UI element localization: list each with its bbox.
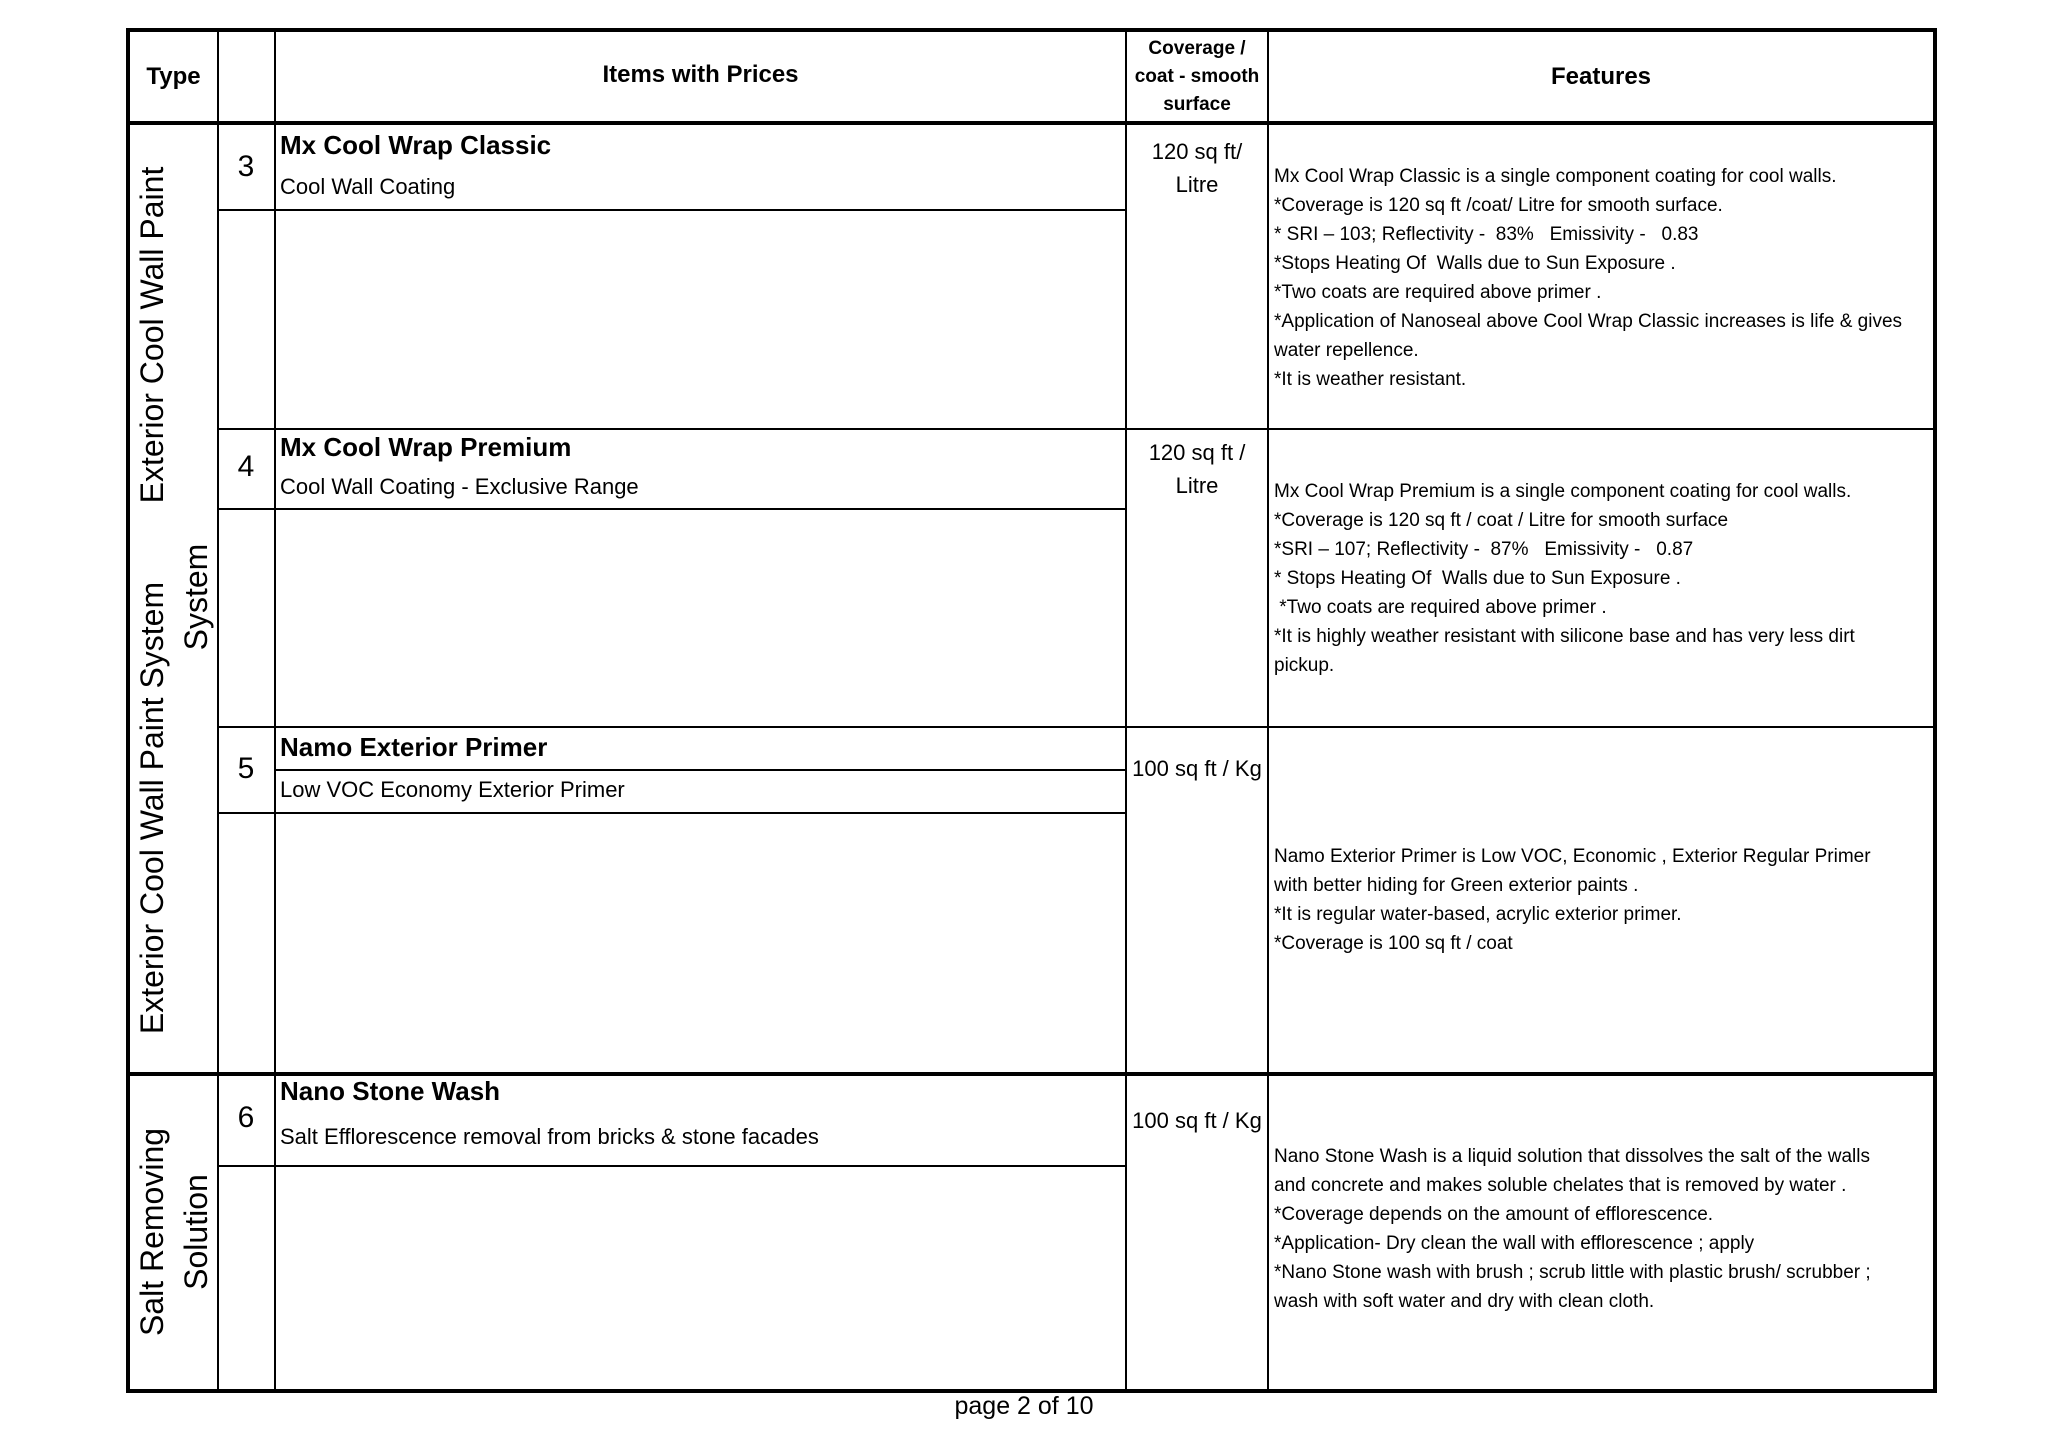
product-number: 5 <box>237 752 255 785</box>
col-divider-number <box>274 28 276 1393</box>
header-features: Features <box>1550 62 1652 90</box>
product-features: Nano Stone Wash is a liquid solution that dissolves the salt of the walls and concrete and makes soluble chelates that is removed by water . *Coverage depends on the amount of efflorescence. *Application- Dry clean the wall with efflorescence ; apply *Nano Stone wash with brush ; scrub little with plastic brush/ scrubber ; wash with soft water and dry with clean cloth. <box>1274 1146 1871 1312</box>
product-description: Cool Wall Coating <box>280 174 456 199</box>
product-description: Cool Wall Coating - Exclusive Range <box>280 474 639 499</box>
product-name: Mx Cool Wrap Premium <box>280 432 572 462</box>
product-name: Mx Cool Wrap Classic <box>280 130 552 160</box>
product-name: Nano Stone Wash <box>280 1076 501 1106</box>
product-features: Mx Cool Wrap Classic is a single component coating for cool walls. *Coverage is 120 sq ft /coat/ Litre for smooth surface. * SRI – 103; Reflectivity - 83% Emissivity - 0.83 *Stops Heating Of Walls due to Sun Exposure . *Two coats are required above primer . *Application of Nanoseal above Cool Wrap Classic increases is life & gives water repellence. *It is weather resistant. <box>1274 166 1903 390</box>
header-items-with-prices: Items with Prices <box>602 61 799 88</box>
product-coverage: 100 sq ft / Kg <box>1132 1108 1262 1133</box>
row-divider-5 <box>217 726 1937 728</box>
type-label-inner-bottom: System <box>178 543 214 651</box>
col-divider-coverage <box>1267 28 1269 1393</box>
product-description: Low VOC Economy Exterior Primer <box>280 777 625 802</box>
item-sub-divider-6 <box>217 1165 1127 1167</box>
product-coverage: 120 sq ft / Litre <box>1148 440 1246 498</box>
product-name: Namo Exterior Primer <box>280 732 548 762</box>
product-coverage: 100 sq ft / Kg <box>1132 756 1262 781</box>
row-divider-4 <box>217 428 1937 430</box>
product-number: 6 <box>237 1101 255 1134</box>
item-sub-divider-5a <box>274 769 1127 771</box>
product-coverage: 120 sq ft/ Litre <box>1151 139 1243 197</box>
header-divider <box>126 121 1937 125</box>
item-sub-divider-5b <box>217 812 1127 814</box>
col-divider-items <box>1125 28 1127 1393</box>
item-sub-divider-4 <box>217 508 1127 510</box>
product-number: 4 <box>237 450 255 483</box>
type-label-salt-removing: Salt Removing Solution <box>134 1127 214 1337</box>
product-features: Namo Exterior Primer is Low VOC, Economic , Exterior Regular Primer with better hiding for Green exterior paints . *It is regular water-based, acrylic exterior primer. *Coverage is 100 sq ft / coat <box>1274 846 1871 954</box>
product-number: 3 <box>237 150 255 183</box>
product-description: Salt Efflorescence removal from bricks & stone facades <box>280 1124 819 1149</box>
header-type: Type <box>146 62 201 90</box>
type-label-inner-top: Exterior Cool Wall Paint <box>134 166 170 504</box>
page-number: page 2 of 10 <box>954 1392 1094 1420</box>
product-features: Mx Cool Wrap Premium is a single component coating for cool walls. *Coverage is 120 sq ft / coat / Litre for smooth surface *SRI – 107; Reflectivity - 87% Emissivity - 0.87 * Stops Heating Of Walls due to Sun Exposure . *Two coats are required above primer . *It is highly weather resistant with silicone base and has very less dirt pickup. <box>1274 481 1855 676</box>
header-coverage: Coverage / coat - smooth surface <box>1134 37 1260 115</box>
type-label-outer: Exterior Cool Wall Paint System <box>134 581 170 1035</box>
item-sub-divider-3 <box>217 209 1127 211</box>
